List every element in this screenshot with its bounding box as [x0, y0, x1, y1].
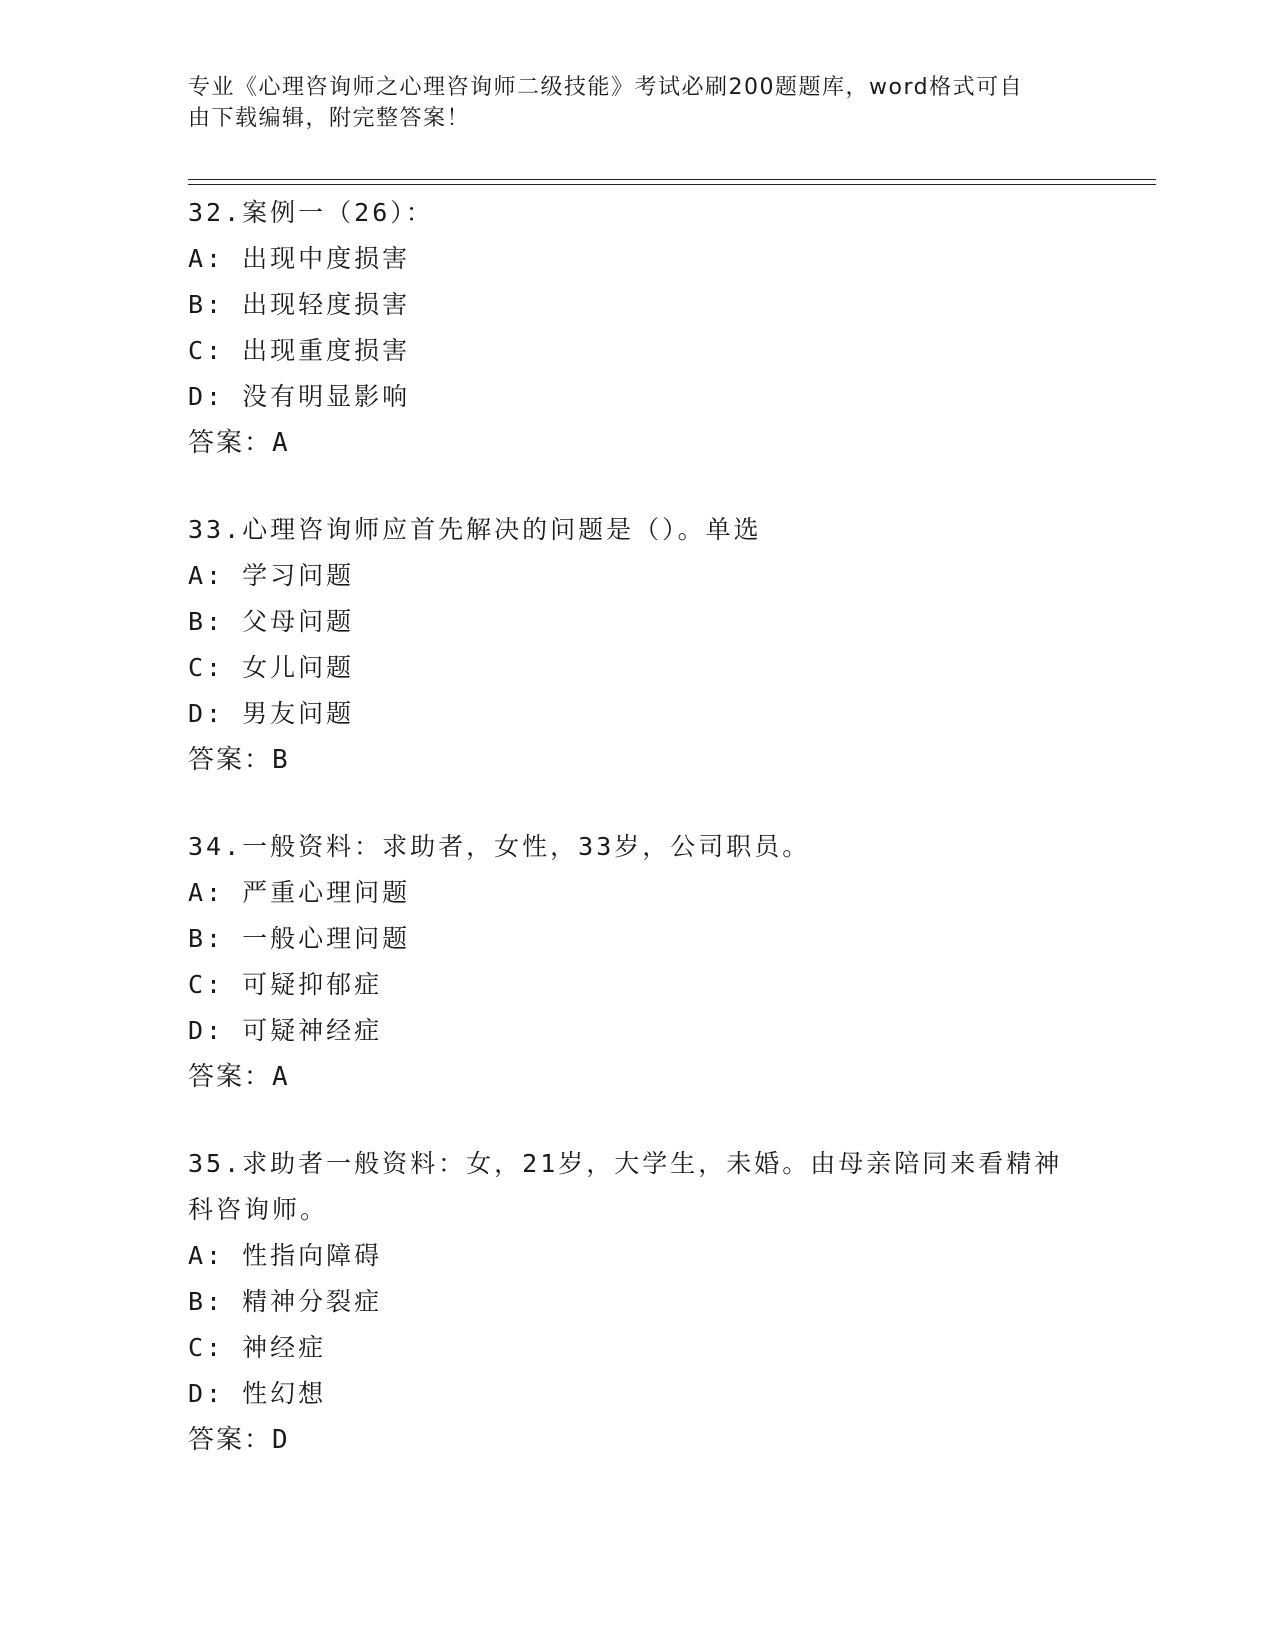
answer-line	[188, 737, 1108, 783]
option-b: B: 父母问题	[188, 607, 355, 636]
option-d: D: 可疑神经症	[188, 1016, 383, 1045]
answer-line	[188, 1417, 1108, 1463]
header-divider-bottom	[188, 184, 1156, 185]
answer-value: A	[272, 1062, 288, 1092]
answer-label: 答案：	[188, 428, 273, 458]
option-b: B: 出现轻度损害	[188, 290, 411, 319]
question-stem: 34.一般资料：求助者，女性，33岁，公司职员。	[188, 832, 811, 861]
answer-value: A	[272, 428, 288, 458]
option-b: B: 一般心理问题	[188, 924, 411, 953]
option-d: D: 性幻想	[188, 1379, 327, 1408]
answer-label: 答案：	[188, 745, 273, 775]
question-stem-continued: 科咨询师。	[188, 1195, 329, 1224]
option-a: A: 性指向障碍	[188, 1241, 383, 1270]
answer-value: D	[272, 1425, 288, 1455]
document-header	[188, 72, 1088, 134]
question-35	[188, 1141, 1108, 1463]
question-32	[188, 190, 1108, 466]
option-c: C: 出现重度损害	[188, 336, 411, 365]
header-line-1: 专业《心理咨询师之心理咨询师二级技能》考试必刷200题题库，word格式可自	[188, 75, 1024, 100]
answer-value: B	[272, 745, 288, 775]
option-a: A: 严重心理问题	[188, 878, 411, 907]
answer-label: 答案：	[188, 1062, 273, 1092]
option-c: C: 神经症	[188, 1333, 327, 1362]
question-33	[188, 507, 1108, 783]
question-stem: 35.求助者一般资料：女，21岁，大学生，未婚。由母亲陪同来看精神	[188, 1149, 1063, 1178]
question-stem: 33.心理咨询师应首先解决的问题是（）。单选	[188, 515, 762, 544]
header-line-2: 由下载编辑，附完整答案！	[188, 106, 471, 131]
answer-line	[188, 1054, 1108, 1100]
option-a: A: 学习问题	[188, 561, 355, 590]
option-c: C: 女儿问题	[188, 653, 355, 682]
answer-line	[188, 420, 1108, 466]
option-d: D: 男友问题	[188, 699, 355, 728]
question-list	[188, 190, 1108, 1504]
answer-label: 答案：	[188, 1425, 273, 1455]
option-a: A: 出现中度损害	[188, 244, 411, 273]
question-stem: 32.案例一（26）：	[188, 198, 434, 227]
question-34	[188, 824, 1108, 1100]
option-c: C: 可疑抑郁症	[188, 970, 383, 999]
option-d: D: 没有明显影响	[188, 382, 411, 411]
header-divider-top	[188, 179, 1156, 180]
option-b: B: 精神分裂症	[188, 1287, 383, 1316]
